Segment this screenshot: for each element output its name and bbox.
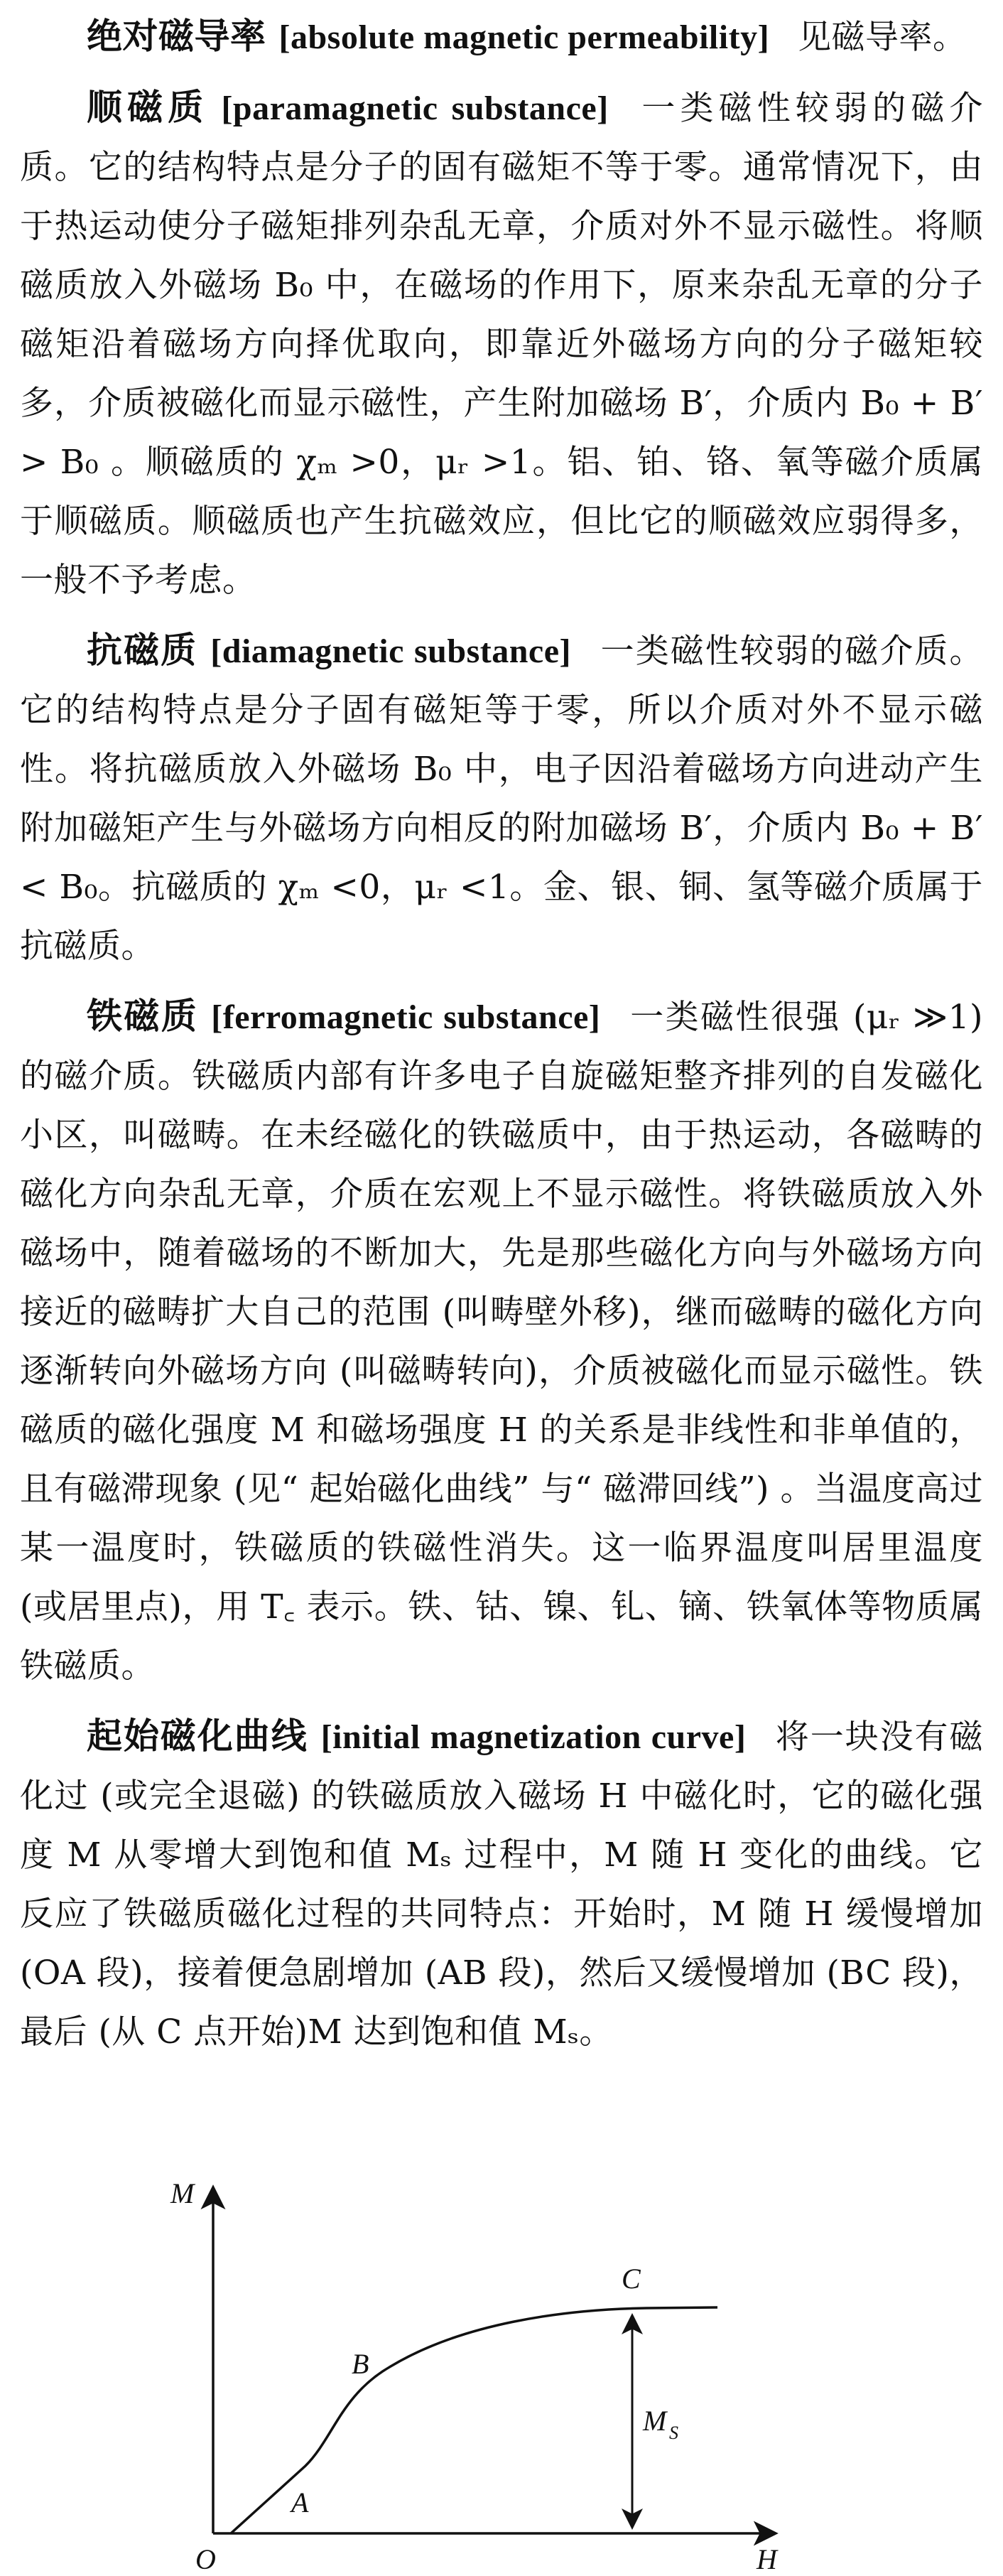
entry-paragraph [20,621,983,976]
entry-english: [initial magnetization curve] [320,1718,747,1756]
point-label-c: C [622,2263,641,2295]
saturation-label: M [643,2405,667,2437]
entry-english: [paramagnetic substance] [221,90,609,127]
entry-term: 抗磁质 [87,630,198,671]
entry-initial-magnetization-curve [20,1707,983,2062]
entry-english: [ferromagnetic substance] [211,998,601,1036]
entry-text: 见磁导率。 [798,18,967,57]
entry-paragraph [20,78,983,610]
origin-label: O [195,2543,216,2572]
entry-term: 顺磁质 [87,87,209,128]
entry-absolute-permeability [20,7,983,67]
entry-paragraph [20,1707,983,2062]
entry-text: 一类磁性较弱的磁介质。它的结构特点是分子的固有磁矩不等于零。通常情况下，由于热运动使分子磁矩排列杂乱无章，介质对外不显示磁性。将顺磁质放入外磁场 B₀ 中，在磁场的作用下，原来杂乱无章的分子磁矩沿着磁场方向择优取向，即靠近外磁场方向的分子磁矩较多，介质被磁化而显示磁性，产生附加磁场 B′，介质内 B₀ + B′ > B₀ 。顺磁质的 χₘ >0，μᵣ >1。铝、铂、铬、氧等磁介质属于顺磁质。顺磁质也产生抗磁效应，但比它的顺磁效应弱得多，一般不予考虑。 [20,89,984,600]
entry-term: 铁磁质 [87,996,199,1037]
entry-paramagnetic [20,78,983,610]
document-page [20,7,983,2073]
entry-paragraph [20,7,983,67]
entry-paragraph [20,987,983,1696]
point-label-b: B [352,2348,369,2380]
magnetization-curve-svg [163,2160,817,2572]
x-axis-label: H [757,2543,777,2572]
entry-diamagnetic [20,621,983,976]
saturation-subscript: S [669,2423,678,2443]
entry-ferromagnetic [20,987,983,1696]
entry-text: 将一块没有磁化过 (或完全退磁) 的铁磁质放入磁场 H 中磁化时，它的磁化强度 M 从零增大到饱和值 Mₛ 过程中，M 随 H 变化的曲线。它反应了铁磁质磁化过程的共同特点：开始时，M 随 H 缓慢增加 (OA 段)，接着便急剧增加 (AB 段)，然后又缓慢增加 (BC 段)，最后 (从 C 点开始)M 达到饱和值 Mₛ。 [20,1718,983,2052]
entry-text: 一类磁性很强 (μᵣ ≫1) 的磁介质。铁磁质内部有许多电子自旋磁矩整齐排列的自发磁化小区，叫磁畴。在未经磁化的铁磁质中，由于热运动，各磁畴的磁化方向杂乱无章，介质在宏观上不显示磁性。将铁磁质放入外磁场中，随着磁场的不断加大，先是那些磁化方向与外磁场方向接近的磁畴扩大自己的范围 (叫畴壁外移)，继而磁畴的磁化方向逐渐转向外磁场方向 (叫磁畴转向)，介质被磁化而显示磁性。铁磁质的磁化强度 M 和磁场强度 H 的关系是非线性和非单值的，且有磁滞现象 (见“ 起始磁化曲线” 与“ 磁滞回线”) 。当温度高过某一温度时，铁磁质的铁磁性消失。这一临界温度叫居里温度 (或居里点)，用 T꜀ 表示。铁、钴、镍、钆、镝、铁氧体等物质属铁磁质。 [20,998,983,1686]
entry-english: [diamagnetic substance] [210,632,572,670]
entry-term: 起始磁化曲线 [87,1715,308,1757]
entry-text: 一类磁性较弱的磁介质。它的结构特点是分子固有磁矩等于零，所以介质对外不显示磁性。将抗磁质放入外磁场 B₀ 中，电子因沿着磁场方向进动产生附加磁矩产生与外磁场方向相反的附加磁场 B′，介质内 B₀ + B′ < B₀。抗磁质的 χₘ <0，μᵣ <1。金、银、铜、氢等磁介质属于抗磁质。 [20,632,984,966]
magnetization-curve-figure [163,2160,817,2572]
entry-term: 绝对磁导率 [87,16,266,57]
entry-english: [absolute magnetic permeability] [278,18,770,56]
point-label-a: A [291,2486,309,2518]
y-axis-label: M [170,2177,195,2209]
